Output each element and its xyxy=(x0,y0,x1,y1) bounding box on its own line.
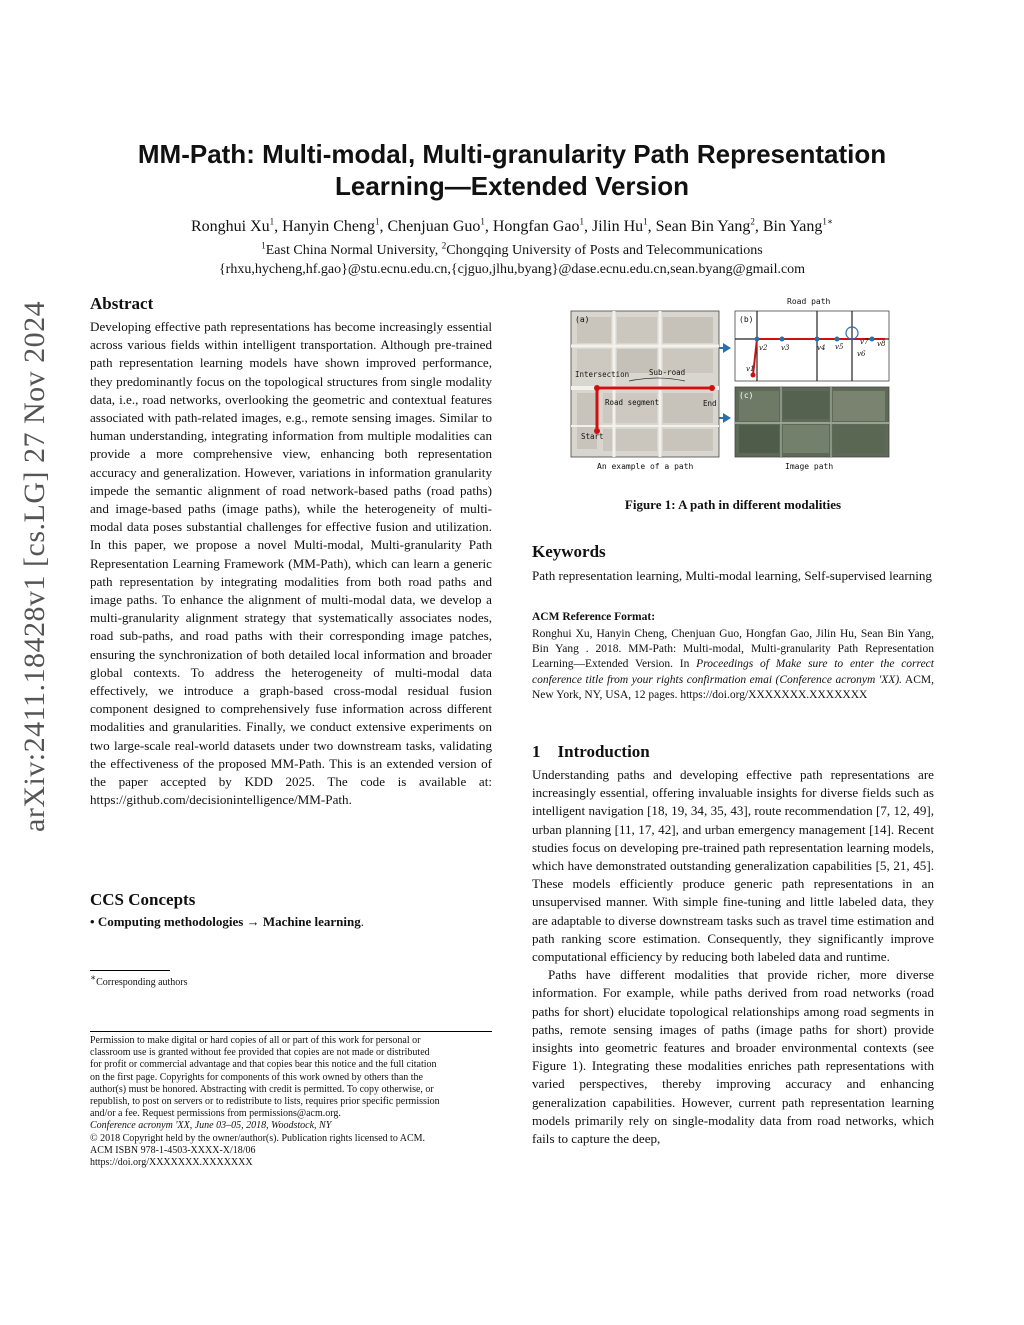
affil1: East China Normal University, xyxy=(265,243,442,258)
affiliations xyxy=(60,240,964,259)
road-path-title: Road path xyxy=(787,297,831,306)
node-v1: v1 xyxy=(746,365,755,373)
intro-heading: 1 Introduction xyxy=(532,742,650,761)
conference-line: Conference acronym 'XX, June 03–05, 2018, Woodstock, NY xyxy=(90,1120,332,1132)
permission-line: classroom use is granted without fee provided that copies are not made or distributed xyxy=(90,1047,430,1059)
permission-line: and/or a fee. Request permissions from permissions@acm.org. xyxy=(90,1108,341,1120)
affil1-sup: 1 xyxy=(261,240,266,251)
author-sup: 1 xyxy=(643,216,648,227)
figure-caption: Figure 1: A path in different modalities xyxy=(624,497,842,512)
label-a: (a) xyxy=(575,315,590,324)
author-sup: 1 xyxy=(269,216,275,227)
ccs-end: . xyxy=(360,914,364,929)
acm-reference xyxy=(532,627,934,703)
author-name: Sean Bin Yang xyxy=(655,218,751,235)
author-sup: 1 xyxy=(375,216,380,227)
permission-line: for profit or commercial advantage and that copies bear this notice and the full citation xyxy=(90,1059,437,1071)
title-line-2: Learning—Extended Version xyxy=(335,171,689,201)
label-start: Start xyxy=(581,432,604,441)
node-v7: v7 xyxy=(860,338,869,346)
intro-paragraph-2: Paths have different modalities that provide richer, more diverse information. For example, while paths derived from road networks (road paths for short) elucidate topological relationships among road segments in paths, remote sensing images of paths (image paths for short) provide insights into geometric features and broader environmental contexts (see Figure 1). Integrating these modalities enriches path representations with varied perspectives, thereby improving accuracy and enhancing generalization capabilities. However, current path representation learning models primarily rely on single-modality data from road networks, which fails to capture the deep, xyxy=(532,967,934,1147)
abstract-text: Developing effective path representations has become increasingly essential across various fields within intelligent transportation. Although pre-trained path representation learning models have shown improved performance, they predominantly focus on the topological structures from single modality data, i.e., road networks, overlooking the geometric and contextual features associated with path-related images, e.g., remote sensing images. Similar to human understanding, integrating information from multiple modalities can provide a more comprehensive view, enhancing both representation accuracy and generalization. However, variations in information granularity impede the semantic alignment of road network-based paths (road paths) and image-based paths (image paths), while the heterogeneity of multi-modal data poses substantial challenges for effective fusion and utilization. In this paper, we propose a novel Multi-modal, Multi-granularity Path Representation Learning Framework (MM-Path), which can learn a generic path representation by integrating modalities from both road paths and image paths. To enhance the alignment of multi-modal data, we develop a multi-granularity alignment strategy that systematically associates nodes, road sub-paths, and road paths with their corresponding image patches, ensuring the synchronization of both detailed local information and broader global contexts. To address the heterogeneity of multi-modal data effectively, we introduce a graph-based cross-modal residual fusion component designed to comprehensively fuse information across different modalities and granularities. Finally, we conduct extensive experiments on two large-scale real-world datasets under two downstream tasks, validating the effectiveness of the proposed MM-Path. This is an extended version of the paper accepted by KDD 2025. The code is available at: https://github.com/decisionintelligence/MM-Path. xyxy=(90,319,492,808)
acm-ref-plain: Ronghui Xu, Hanyin Cheng, Chenjuan Guo, Hongfan Gao, Jilin Hu, Sean Bin Yang, Bin Yang . 2018. MM-Path: Multi-modal, Multi-granularity Path Representation Learning—Extended Version. In xyxy=(532,628,934,671)
node-v5: v5 xyxy=(835,343,844,351)
author-sup: 1 xyxy=(480,216,485,227)
arrow-icons xyxy=(719,343,731,423)
affil2-sup: 2 xyxy=(441,240,447,251)
label-intersection: Intersection xyxy=(575,370,630,379)
author-name: Hanyin Cheng xyxy=(282,218,375,235)
keywords-heading: Keywords xyxy=(532,542,606,561)
author-sup: 1 xyxy=(579,216,585,227)
permission-block xyxy=(90,1035,492,1169)
panel-c-satellite-image xyxy=(735,387,889,457)
node-v6: v6 xyxy=(857,350,866,358)
author-list: Ronghui Xu$^1$, Hanyin Cheng$^1$, Chenjuan Guo$^1$, Hongfan Gao$^1$, Jilin Hu$^1$, Sean Bin Yang$^2$, Bin Yang$^{1∗}$ xyxy=(190,216,834,235)
permission-line: author(s) must be honored. Abstracting with credit is permitted. To copy otherwise, or xyxy=(90,1083,434,1095)
affil2: Chongqing University of Posts and Telecommunications xyxy=(446,243,763,258)
ccs-item: Computing methodologies → Machine learning xyxy=(97,914,361,929)
author-emails: {rhxu,hycheng,hf.gao}@stu.ecnu.edu.cn,{cjguo,jlhu,byang}@dase.ecnu.edu.cn,sean.byang@gmail.com xyxy=(218,262,806,277)
node-v8: v8 xyxy=(877,340,886,348)
figure-1 xyxy=(567,293,897,473)
author-sup: 1∗ xyxy=(822,216,834,227)
acm-ref-italic: Proceedings of Make sure to enter the correct conference title from your rights confirmation emai (Conference acronym 'XX). xyxy=(532,658,934,686)
ccs-bullet: • xyxy=(90,914,98,929)
intro-text xyxy=(532,766,934,1148)
caption-right: Image path xyxy=(785,462,834,471)
label-c: (c) xyxy=(739,391,754,400)
permission-line: on the first page. Copyrights for components of this work owned by others than the xyxy=(90,1071,423,1083)
keywords: Path representation learning, Multi-modal learning, Self-supervised learning xyxy=(532,568,932,583)
doi-line: https://doi.org/XXXXXXX.XXXXXXX xyxy=(90,1157,253,1169)
node-v3: v3 xyxy=(781,344,790,352)
footnote-rule xyxy=(90,970,170,971)
permission-rule xyxy=(90,1031,492,1032)
caption-left: An example of a path xyxy=(597,462,694,471)
node-v4: v4 xyxy=(817,344,826,352)
isbn-line: ACM ISBN 978-1-4503-XXXX-X/18/06 xyxy=(90,1144,256,1156)
author-name: Chenjuan Guo xyxy=(387,218,481,235)
author-name: Ronghui Xu xyxy=(190,218,270,235)
acm-ref-heading: ACM Reference Format: xyxy=(532,611,656,623)
intro-paragraph-1: Understanding paths and developing effective path representations are increasingly essential, offering invaluable insights for diverse fields such as intelligent navigation [18, 19, 34, 35, 43], route recommendation [7, 12, 49], urban planning [11, 17, 42], and urban emergency management [14]. Recent studies focus on developing pre-trained path representation learning models, which have demonstrated outstanding generalization capabilities [5, 21, 45]. These models efficiently produce generic path representations in an unsupervised manner. With simple fine-tuning and little labeled data, they are adaptable to diverse downstream tasks such as travel time estimation and path ranking score estimation. Consequently, they significantly improve computational efficiency by reducing both labeled data and runtime. xyxy=(532,767,934,965)
ccs-concepts xyxy=(90,914,492,930)
author-name: Jilin Hu xyxy=(592,218,644,235)
label-b: (b) xyxy=(739,315,754,324)
footnote xyxy=(90,972,188,988)
copyright-line: © 2018 Copyright held by the owner/author(s). Publication rights licensed to ACM. xyxy=(90,1132,426,1144)
ccs-heading: CCS Concepts xyxy=(90,890,196,909)
node-v2: v2 xyxy=(759,344,768,352)
permission-line: republish, to post on servers or to redistribute to lists, requires prior specific permission xyxy=(90,1096,440,1108)
permission-line: Permission to make digital or hard copies of all or part of this work for personal or xyxy=(90,1035,421,1046)
paper-title xyxy=(60,138,964,202)
label-road-segment: Road segment xyxy=(605,398,660,407)
label-sub-road: Sub-road xyxy=(649,368,686,377)
author-sup: 2 xyxy=(750,216,755,227)
footnote-text: Corresponding authors xyxy=(96,977,188,988)
footnote-sup: ∗ xyxy=(90,972,97,983)
arxiv-identifier: arXiv:2411.18428v1 [cs.LG] 27 Nov 2024 xyxy=(18,300,51,832)
label-end: End xyxy=(703,399,717,408)
title-line-1: MM-Path: Multi-modal, Multi-granularity Path Representation xyxy=(137,139,887,169)
author-name: Bin Yang xyxy=(762,218,823,235)
author-name: Hongfan Gao xyxy=(492,218,580,235)
acm-ref-tail: ACM, New York, NY, USA, 12 pages. https://doi.org/XXXXXXX.XXXXXXX xyxy=(532,673,934,701)
abstract-heading: Abstract xyxy=(90,294,154,313)
